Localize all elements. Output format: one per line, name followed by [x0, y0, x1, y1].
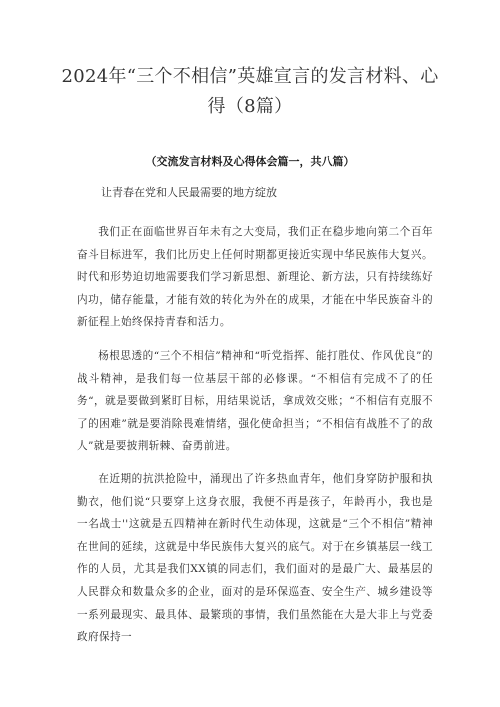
document-title: 2024年“三个不相信”英雄宣言的发言材料、心得（8篇） [61, 66, 439, 117]
section-heading: 让青春在党和人民最需要的地方绽放 [101, 186, 277, 199]
body-paragraph: 我们正在面临世界百年未有之大变局，我们正在稳步地向第二个百年奋斗目标进军，我们比历史上任何时期都更接近实现中华民族伟大复兴。时代和形势迫切地需要我们学习新思想、新理论、新方法，只有持续练好内功，储存能量，才能有效的转化为外在的成果，才能在中华民族奋斗的新征程上始终保持青春和活力。 [77, 226, 433, 329]
body-paragraph: 在近期的抗洪抢险中，涌现出了许多热血青年，他们身穿防护服和执勤衣，他们说“只要穿上这身衣服，我便不再是孩子，年龄再小，我也是一名战士''这就是五四精神在新时代生动体现，这就是“三个不相信”精神在世间的延续，这就是中华民族伟大复兴的底气。对于在乡镇基层一线工作的人员，尤其是我们XX镇的同志们，我们面对的是最广大、最基层的人民群众和数量众多的企业，面对的是环保巡查、安全生产、城乡建设等一系列最现实、最具体、最繁琐的事情，我们虽然能在大是大非上与党委政府保持一 [77, 473, 433, 644]
document-subtitle: （交流发言材料及心得体会篇一，共八篇） [145, 155, 355, 168]
body-paragraph: 杨根思透的“三个不相信”精神和“听党指挥、能打胜仗、作风优良”的战斗精神，是我们每一位基层干部的必修课。“不相信有完成不了的任务“，就是要做到紧盯目标，用结果说话，拿成效交账；“不相信有克服不了的困难”就是要消除畏难情绪，强化使命担当；“不相信有战胜不了的敌人”就是要披荆斩棘、奋勇前进。 [77, 350, 433, 453]
